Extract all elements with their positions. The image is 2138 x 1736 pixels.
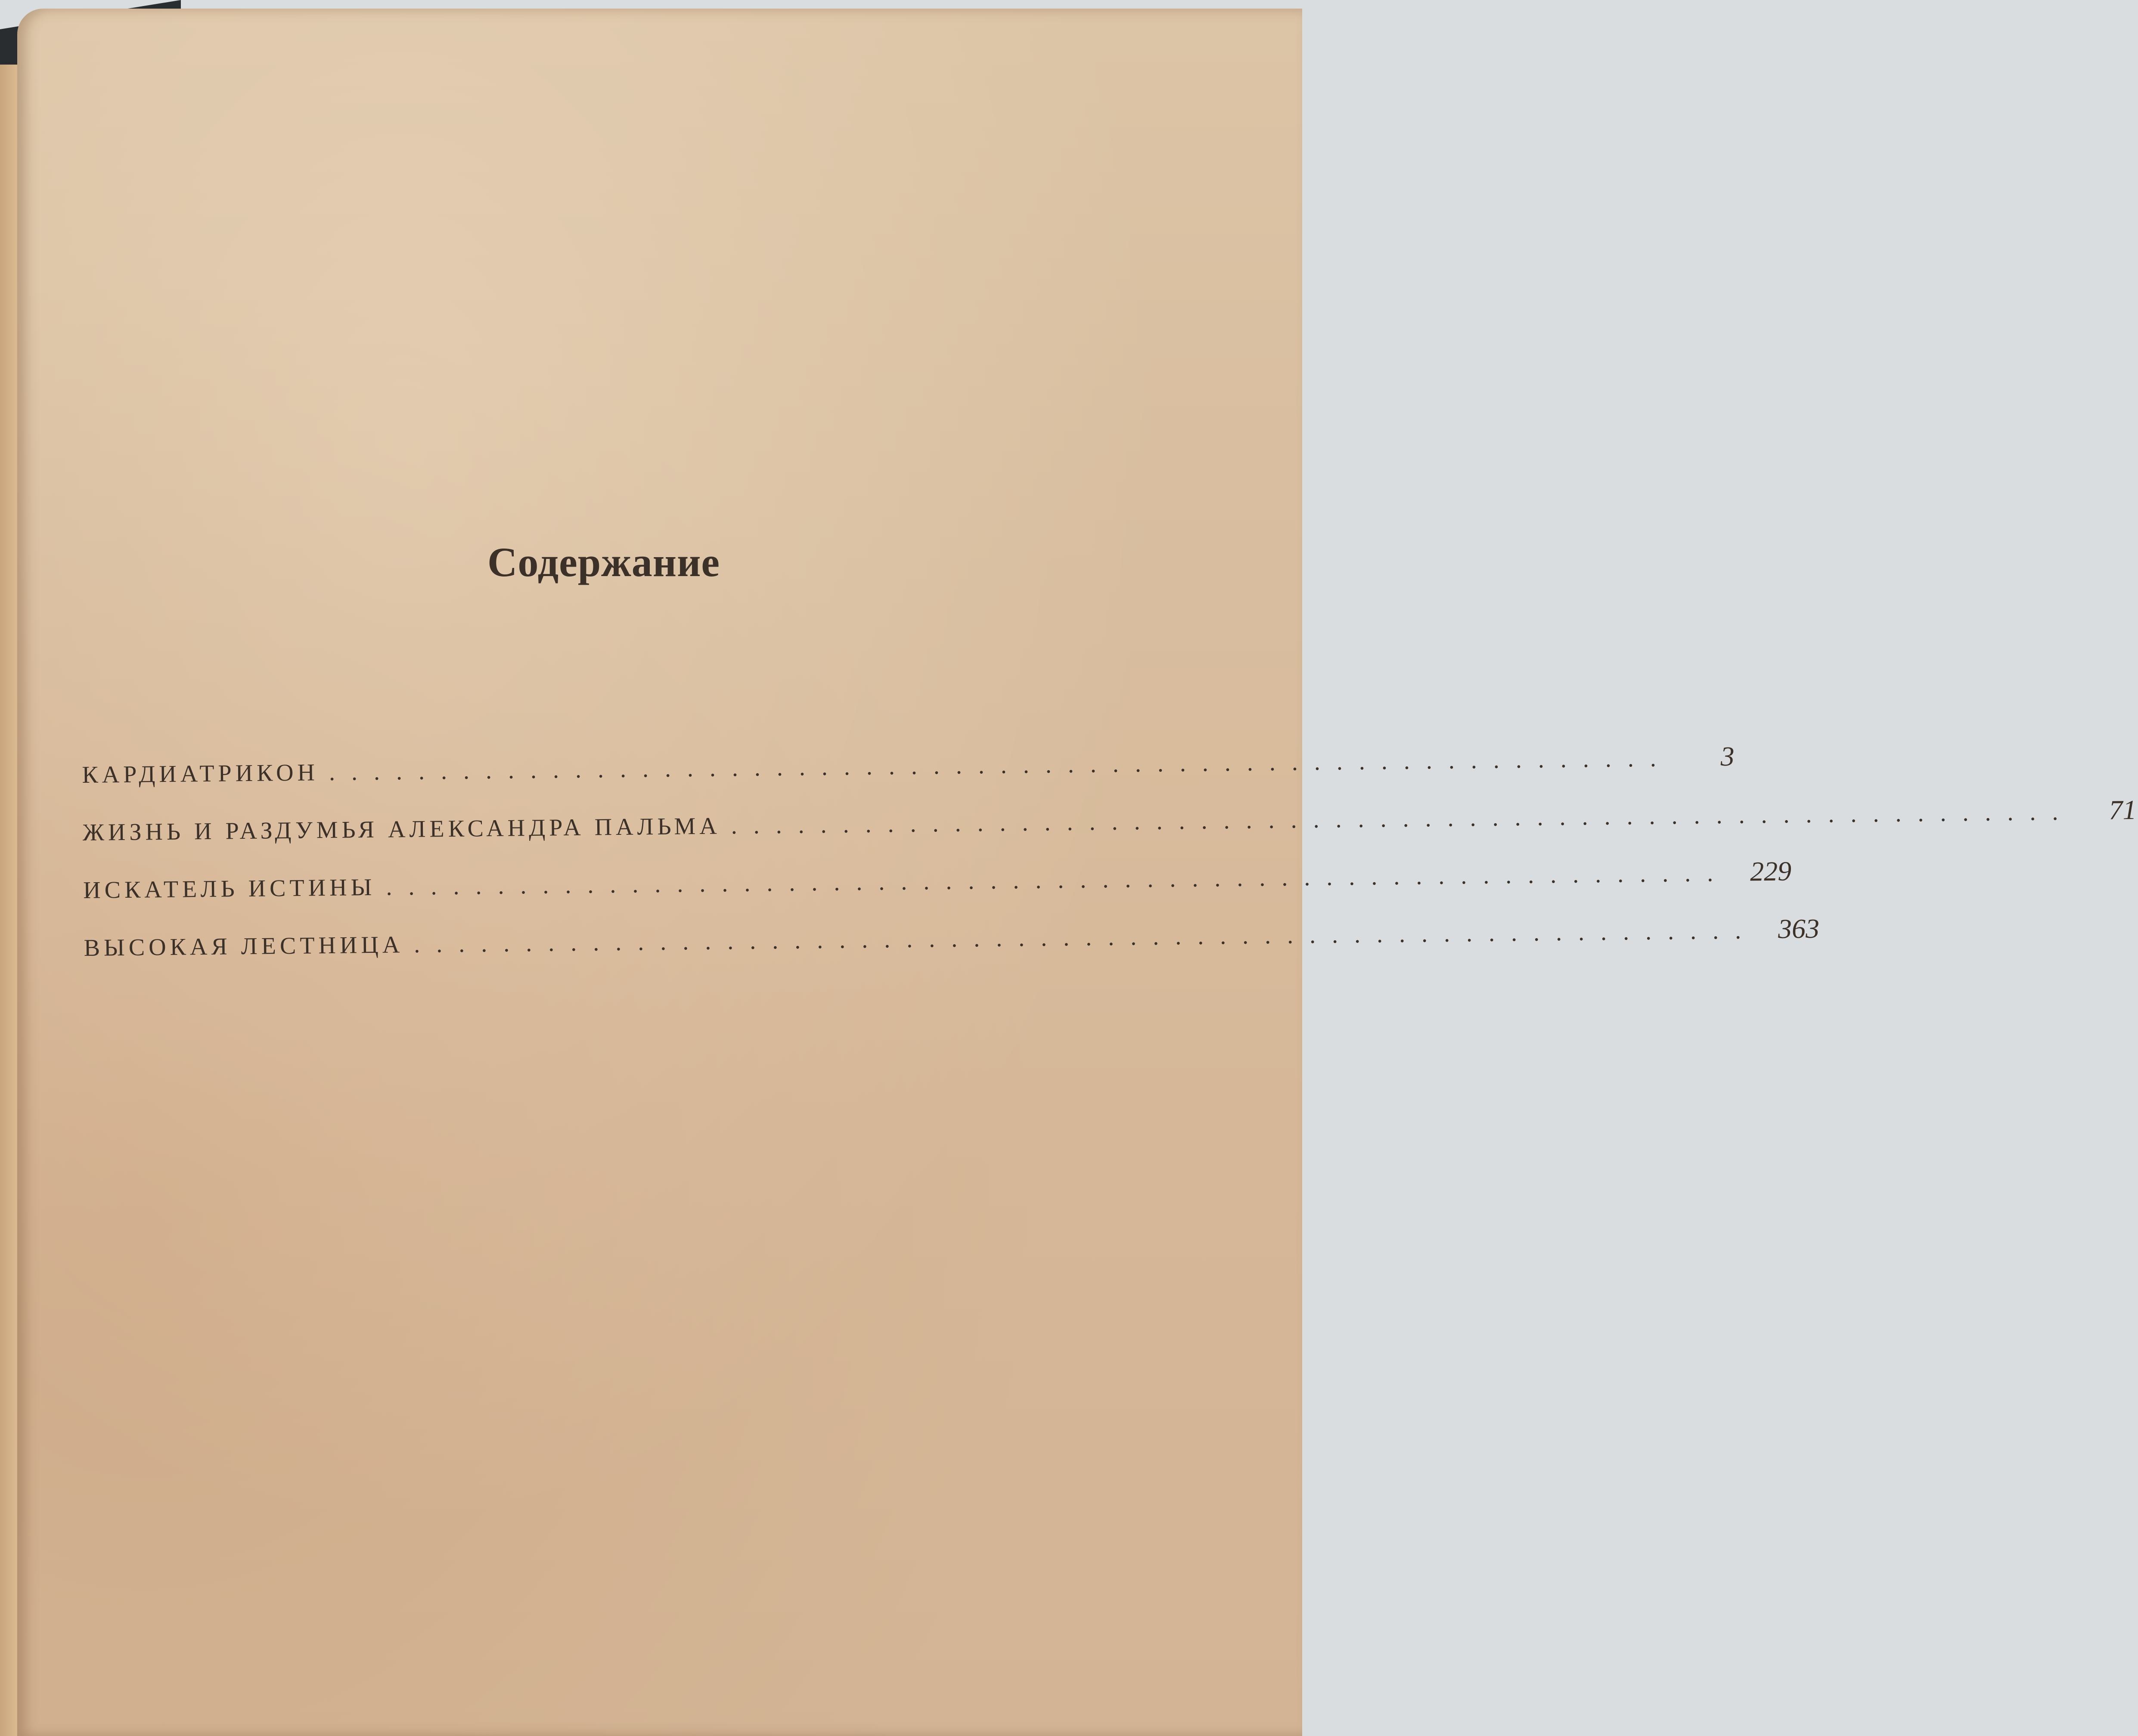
dot-leader: ............................................................ — [329, 745, 1673, 786]
toc-entry — [84, 913, 1820, 989]
dot-leader: ............................................................ — [731, 798, 2075, 840]
toc-entry — [82, 741, 1735, 815]
toc-entry — [83, 856, 1792, 931]
toc-entry-title: ЖИЗНЬ И РАЗДУМЬЯ АЛЕКСАНДРА ПАЛЬМА — [82, 812, 721, 846]
dot-leader: ............................................................ — [386, 859, 1730, 901]
toc-entry-title: ВЫСОКАЯ ЛЕСТНИЦА — [84, 931, 404, 961]
toc-entry-title: КАРДИАТРИКОН — [82, 759, 319, 788]
toc-entry-title: ИСКАТЕЛЬ ИСТИНЫ — [83, 874, 376, 904]
toc-entry-page: 71 — [2109, 794, 2137, 825]
toc-entry-page: 229 — [1750, 856, 1792, 887]
book-page — [17, 9, 2137, 1736]
page-title: Содержание — [487, 539, 720, 585]
toc-entry-page: 3 — [1720, 741, 1735, 772]
toc-entry-page: 363 — [1778, 913, 1820, 944]
dot-leader: ............................................................ — [413, 917, 1758, 958]
table-of-contents — [82, 741, 2137, 989]
